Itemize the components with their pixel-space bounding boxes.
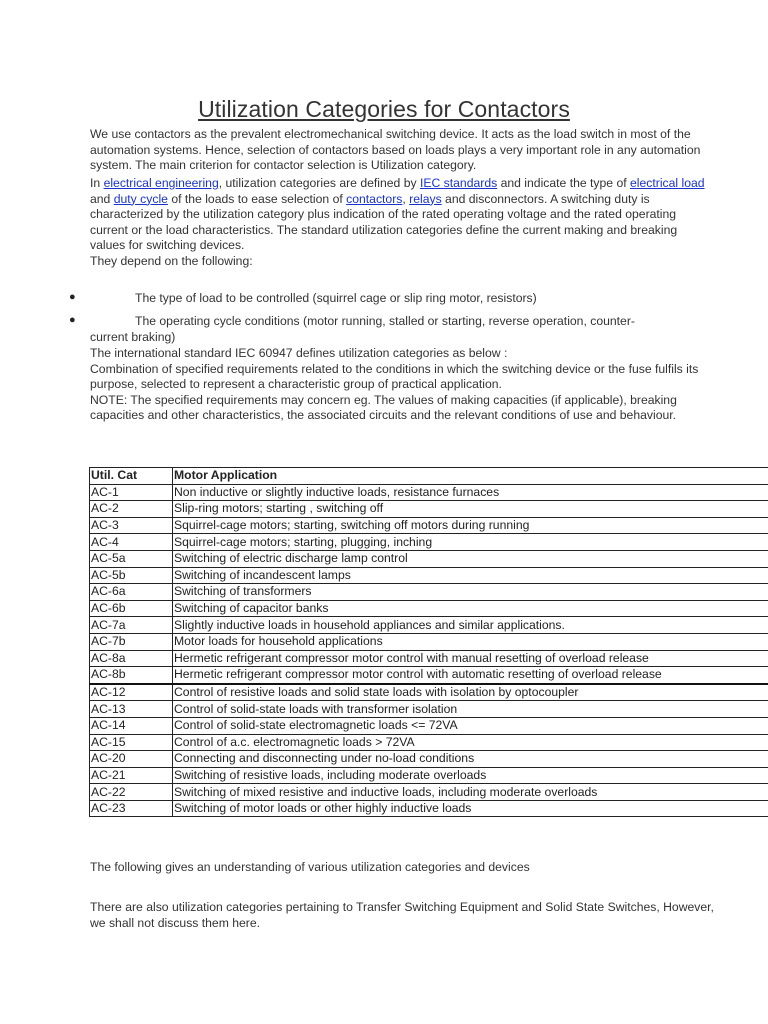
cell-util-cat: AC-14 — [90, 717, 173, 734]
cell-motor-application: Switching of motor loads or other highly inductive loads — [173, 800, 768, 817]
cell-motor-application: Switching of transformers — [173, 584, 768, 601]
link-electrical-load[interactable]: electrical load — [630, 176, 705, 190]
table-header-row — [90, 468, 768, 485]
cell-motor-application: Switching of electric discharge lamp control — [173, 550, 768, 567]
cell-motor-application: Switching of incandescent lamps — [173, 567, 768, 584]
text-segment: , utilization categories are defined by — [218, 176, 420, 190]
cell-motor-application: Slip-ring motors; starting , switching off — [173, 501, 768, 518]
cell-util-cat: AC-21 — [90, 767, 173, 784]
intro-paragraph: We use contactors as the prevalent electromechanical switching device. It acts as the load switch in most of the automation systems. Hence, selection of contactors based on loads plays a very important role in any automation system. The main criterion for contactor selection is Utilization category. — [90, 127, 701, 172]
table-row — [90, 684, 768, 701]
text-segment: of the loads to ease selection of — [167, 191, 347, 206]
header-motor-application: Motor Application — [173, 468, 768, 485]
table-row — [90, 517, 768, 534]
table-row — [90, 650, 768, 667]
table-row — [90, 550, 768, 567]
cell-util-cat: AC-8b — [90, 667, 173, 684]
cell-motor-application: Switching of mixed resistive and inductive loads, including moderate overloads — [173, 784, 768, 801]
link-contactors[interactable]: contactors — [346, 191, 403, 206]
table-row — [90, 600, 768, 617]
table-row — [90, 617, 768, 634]
bullet-item — [90, 314, 670, 345]
cell-util-cat: AC-6a — [90, 584, 173, 601]
table-row — [90, 751, 768, 768]
utilization-table — [89, 467, 768, 817]
standard-paragraph — [90, 346, 710, 424]
cell-util-cat: AC-6b — [90, 600, 173, 617]
cell-motor-application: Control of solid-state electromagnetic loads <= 72VA — [173, 717, 768, 734]
cell-motor-application: Control of a.c. electromagnetic loads > 72VA — [173, 734, 768, 751]
table-row — [90, 501, 768, 518]
table-row — [90, 717, 768, 734]
table-row — [90, 767, 768, 784]
table-row — [90, 567, 768, 584]
cell-util-cat: AC-5b — [90, 567, 173, 584]
cell-util-cat: AC-8a — [90, 650, 173, 667]
bullet-text: The operating cycle conditions (motor running, stalled or starting, reverse operation, counter-current braking) — [90, 314, 635, 344]
bullet-dot-icon: ● — [69, 314, 76, 326]
text-segment: and — [90, 191, 114, 206]
header-util-cat: Util. Cat — [90, 468, 173, 485]
text-segment: In — [90, 176, 104, 190]
link-duty-cycle[interactable]: duty cycle — [113, 191, 168, 206]
cell-util-cat: AC-12 — [90, 684, 173, 701]
combination-line: Combination of specified requirements related to the conditions in which the switching device or the fuse fulfils its purpose, selected to represent a characteristic group of practical application. — [90, 361, 699, 391]
cell-util-cat: AC-4 — [90, 534, 173, 551]
page-title: Utilization Categories for Contactors — [198, 96, 570, 122]
cell-motor-application: Motor loads for household applications — [173, 633, 768, 650]
cell-motor-application: Control of solid-state loads with transformer isolation — [173, 701, 768, 718]
depend-intro: They depend on the following: — [90, 253, 253, 268]
cell-util-cat: AC-1 — [90, 484, 173, 501]
definition-paragraph — [90, 176, 710, 269]
cell-motor-application: Switching of resistive loads, including moderate overloads — [173, 767, 768, 784]
cell-motor-application: Non inductive or slightly inductive loads, resistance furnaces — [173, 484, 768, 501]
bullet-dot-icon: ● — [69, 291, 76, 303]
cell-util-cat: AC-15 — [90, 734, 173, 751]
cell-util-cat: AC-2 — [90, 501, 173, 518]
cell-motor-application: Squirrel-cage motors; starting, switching off motors during running — [173, 517, 768, 534]
cell-motor-application: Slightly inductive loads in household appliances and similar applications. — [173, 617, 768, 634]
table-row — [90, 484, 768, 501]
following-paragraph: The following gives an understanding of various utilization categories and devices — [90, 860, 530, 874]
cell-util-cat: AC-5a — [90, 550, 173, 567]
table-row — [90, 667, 768, 684]
link-iec-standards[interactable]: IEC standards — [419, 176, 498, 190]
cell-util-cat: AC-7a — [90, 617, 173, 634]
cell-motor-application: Hermetic refrigerant compressor motor control with automatic resetting of overload release — [173, 667, 768, 684]
cell-util-cat: AC-23 — [90, 800, 173, 817]
text-segment: , — [402, 191, 410, 206]
cell-motor-application: Connecting and disconnecting under no-load conditions — [173, 751, 768, 768]
standard-line: The international standard IEC 60947 defines utilization categories as below : — [90, 346, 508, 360]
table-row — [90, 800, 768, 817]
bullet-text: The type of load to be controlled (squirrel cage or slip ring motor, resistors) — [135, 291, 537, 305]
table-row — [90, 633, 768, 650]
note-line: NOTE: The specified requirements may concern eg. The values of making capacities (if applicable), breaking capacities and other characteristics, the associated circuits and the relevant conditions of use and behaviour. — [90, 392, 677, 422]
cell-util-cat: AC-3 — [90, 517, 173, 534]
text-segment: and indicate the type of — [497, 176, 631, 190]
cell-motor-application: Control of resistive loads and solid state loads with isolation by optocoupler — [173, 684, 768, 701]
table-row — [90, 734, 768, 751]
cell-util-cat: AC-22 — [90, 784, 173, 801]
link-relays[interactable]: relays — [409, 191, 442, 206]
table-row — [90, 701, 768, 718]
text-segment: and disconnectors. A switching duty is characterized by the utilization category plus indication of the rated operating voltage and the rated operating current or the load characteristics. The standard utilization categories define the current making and breaking values for switching devices. — [90, 191, 678, 252]
link-electrical-engineering[interactable]: electrical engineering — [103, 176, 219, 190]
cell-util-cat: AC-20 — [90, 751, 173, 768]
cell-motor-application: Switching of capacitor banks — [173, 600, 768, 617]
cell-util-cat: AC-13 — [90, 701, 173, 718]
table-row — [90, 534, 768, 551]
bullet-item — [90, 291, 670, 307]
closing-paragraph: There are also utilization categories pertaining to Transfer Switching Equipment and Solid State Switches, However, we shall not discuss them here. — [90, 900, 714, 930]
cell-motor-application: Squirrel-cage motors; starting, plugging, inching — [173, 534, 768, 551]
table-row — [90, 584, 768, 601]
cell-util-cat: AC-7b — [90, 633, 173, 650]
table-row — [90, 784, 768, 801]
cell-motor-application: Hermetic refrigerant compressor motor control with manual resetting of overload release — [173, 650, 768, 667]
